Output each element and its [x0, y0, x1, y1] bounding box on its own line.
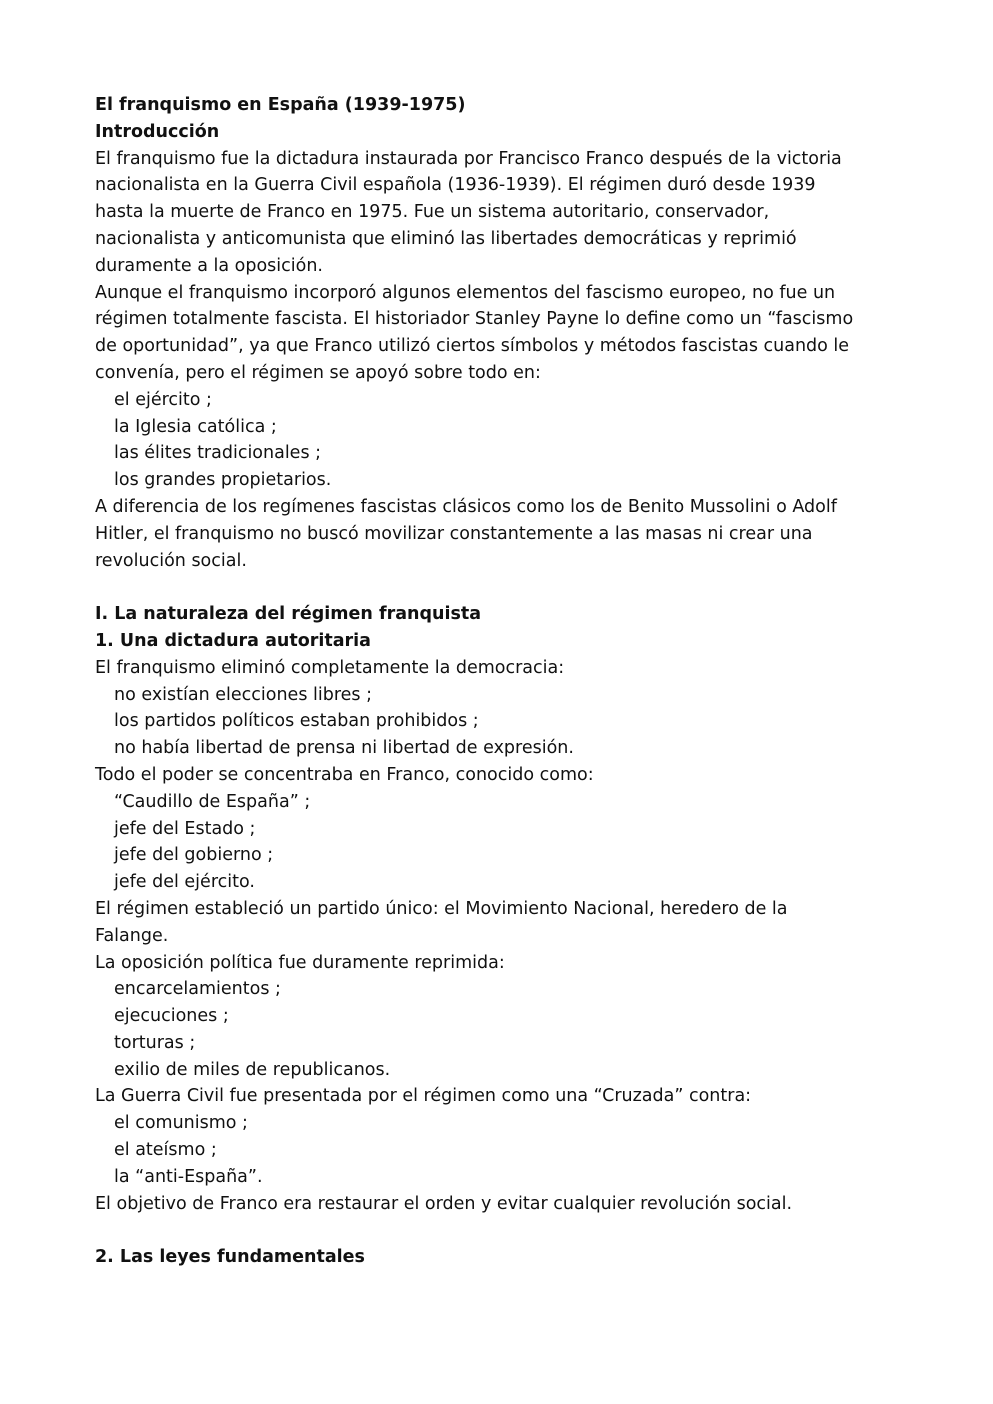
text-line: El franquismo fue la dictadura instaurada por Francisco Franco después de la victoria [95, 148, 842, 169]
text-line: duramente a la oposición. [95, 255, 323, 276]
text-line: Hitler, el franquismo no buscó movilizar constantemente a las masas ni crear una [95, 523, 813, 544]
document-page [95, 92, 915, 1271]
blank-line [95, 574, 915, 601]
text-line: régimen totalmente fascista. El historiador Stanley Payne lo define como un “fascismo [95, 309, 854, 330]
blank-line [95, 1217, 915, 1244]
intro-heading: Introducción [95, 121, 220, 142]
list-item: los grandes propietarios. [114, 470, 332, 491]
list-item: el comunismo ; [114, 1113, 248, 1134]
intro-list [95, 387, 915, 494]
franco-titles-list [95, 789, 915, 896]
text-line: nacionalista en la Guerra Civil española (1936-1939). El régimen duró desde 1939 [95, 175, 816, 196]
text-line: hasta la muerte de Franco en 1975. Fue un sistema autoritario, conservador, [95, 202, 770, 223]
text-line: La oposición política fue duramente reprimida: [95, 952, 505, 973]
list-item: las élites tradicionales ; [114, 443, 322, 464]
list-item: jefe del gobierno ; [114, 845, 274, 866]
list-item: “Caudillo de España” ; [114, 791, 311, 812]
list-item: no existían elecciones libres ; [114, 684, 372, 705]
list-item: la “anti-España”. [114, 1166, 263, 1187]
text-line: de oportunidad”, ya que Franco utilizó ciertos símbolos y métodos fascistas cuando le [95, 336, 850, 357]
crusade-list [95, 1110, 915, 1190]
list-item: ejecuciones ; [114, 1006, 229, 1027]
section-1-heading: I. La naturaleza del régimen franquista [95, 604, 482, 625]
list-item: los partidos políticos estaban prohibidos ; [114, 711, 479, 732]
list-item: el ejército ; [114, 389, 212, 410]
list-item: jefe del Estado ; [114, 818, 256, 839]
text-line: El franquismo eliminó completamente la democracia: [95, 657, 565, 678]
text-line: convenía, pero el régimen se apoyó sobre todo en: [95, 362, 541, 383]
list-item: jefe del ejército. [114, 872, 255, 893]
intro-paragraph-2 [95, 280, 915, 387]
list-item: el ateísmo ; [114, 1140, 217, 1161]
list-item: la Iglesia católica ; [114, 416, 277, 437]
subsection-2-heading: 2. Las leyes fundamentales [95, 1247, 365, 1268]
repression-list [95, 976, 915, 1083]
text-line: El objetivo de Franco era restaurar el orden y evitar cualquier revolución social. [95, 1193, 793, 1214]
intro-paragraph-1 [95, 146, 915, 280]
single-party-paragraph [95, 896, 915, 950]
list-item: encarcelamientos ; [114, 979, 281, 1000]
text-line: Todo el poder se concentraba en Franco, conocido como: [95, 764, 594, 785]
text-line: Aunque el franquismo incorporó algunos elementos del fascismo europeo, no fue un [95, 282, 836, 303]
text-line: A diferencia de los regímenes fascistas clásicos como los de Benito Mussolini o Adolf [95, 496, 837, 517]
text-line: revolución social. [95, 550, 247, 571]
text-line: El régimen estableció un partido único: el Movimiento Nacional, heredero de la [95, 898, 788, 919]
democracy-list [95, 682, 915, 762]
text-line: La Guerra Civil fue presentada por el régimen como una “Cruzada” contra: [95, 1086, 752, 1107]
document-title: El franquismo en España (1939-1975) [95, 95, 466, 115]
intro-paragraph-3 [95, 494, 915, 574]
list-item: no había libertad de prensa ni libertad de expresión. [114, 738, 574, 759]
list-item: torturas ; [114, 1032, 196, 1053]
list-item: exilio de miles de republicanos. [114, 1059, 391, 1080]
text-line: nacionalista y anticomunista que eliminó las libertades democráticas y reprimió [95, 228, 797, 249]
text-line: Falange. [95, 925, 169, 946]
subsection-1-heading: 1. Una dictadura autoritaria [95, 630, 371, 651]
